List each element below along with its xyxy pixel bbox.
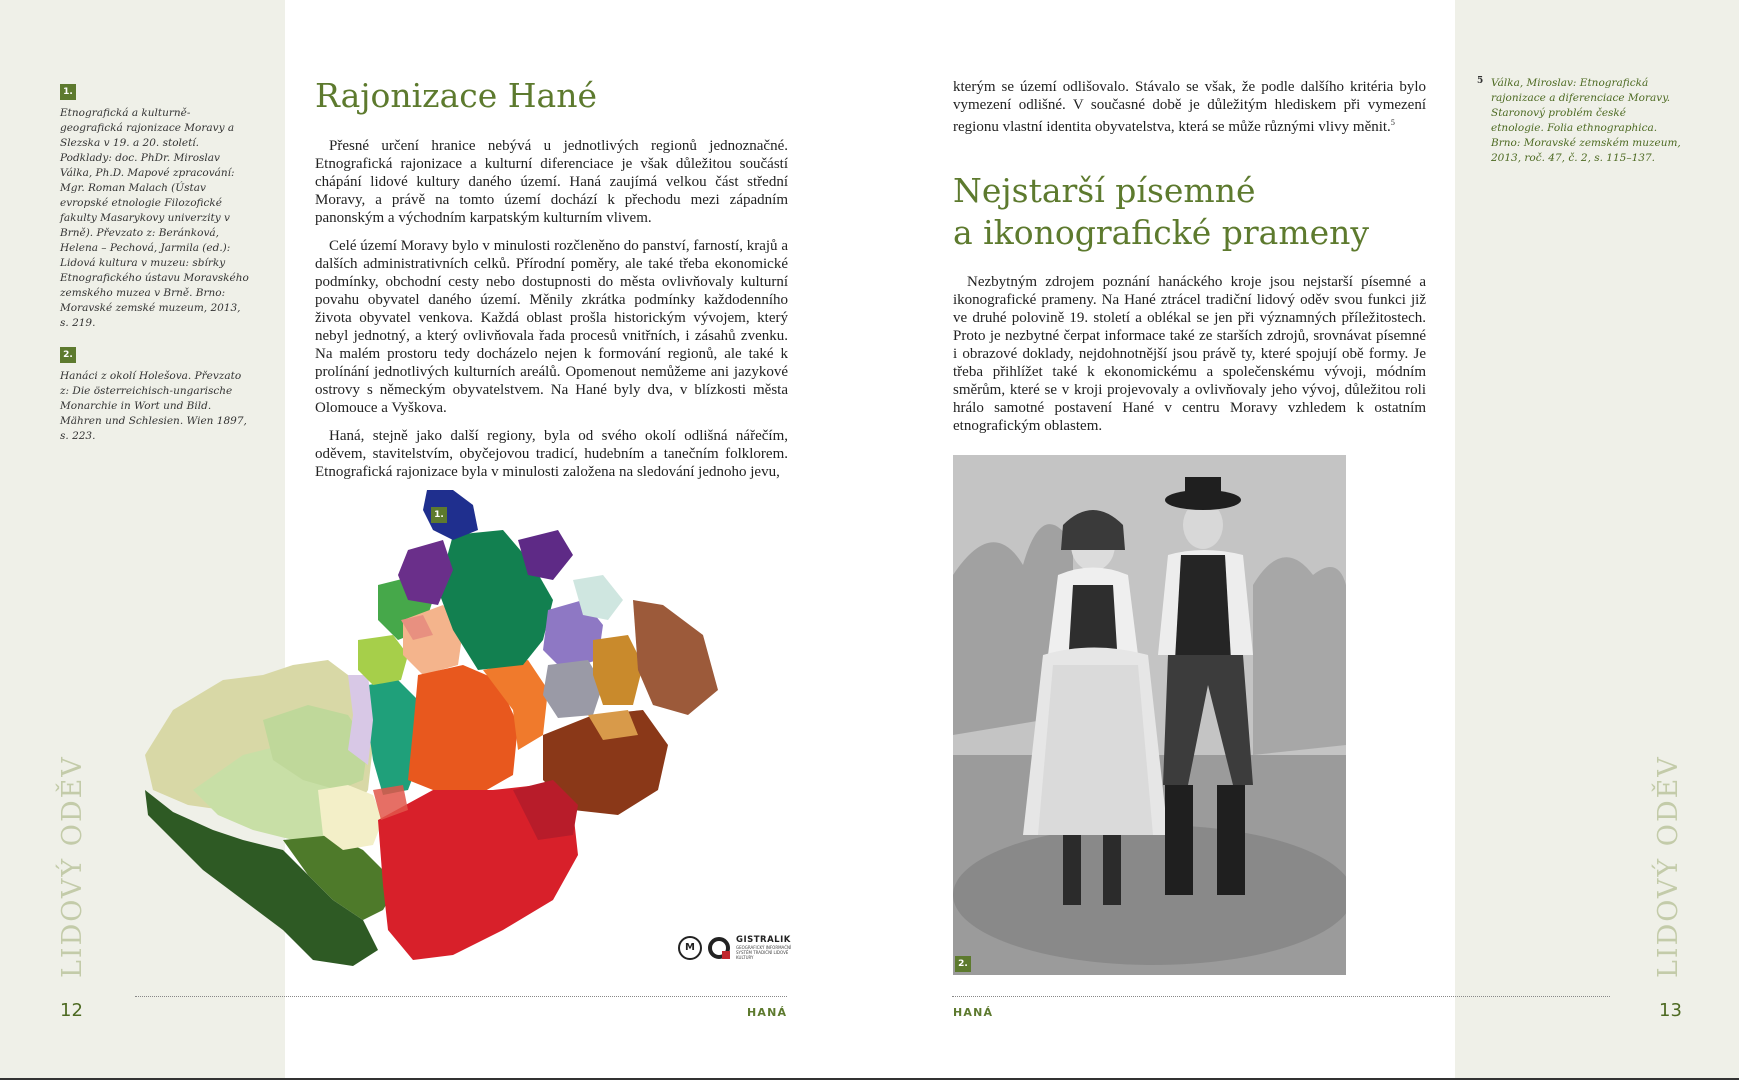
footnote-text: Válka, Miroslav: Etnografická rajonizace a diferenciace Moravy. Staronový problém české etnologie. Folia ethnographica. Brno: Moravské zemském muzeum, 2013, roč. 47, č. 2, s. 115–137. — [1491, 77, 1681, 164]
caption-text: Hanáci z okolí Holešova. Převzato z: Die österreichisch-ungarische Monarchie in Wort und Bild. Mähren und Schlesien. Wien 1897, s. 223. — [60, 370, 247, 442]
hanak-couple-engraving — [953, 455, 1346, 975]
caption-badge: 2. — [60, 347, 76, 363]
footer-rule-right — [952, 996, 1610, 997]
engraving-graphic — [953, 455, 1346, 975]
paragraph: Celé území Moravy bylo v minulosti rozčleněno do panství, farností, krajů a dalších administrativních celků. Přírodní poměry, ale také třeba ekonomické podmínky, obchodní cesty nebo dostupnosti do města ovlivňovaly kulturní povahu obyvatel daného území. Měnily zkrátka podmínky každodenního života obyvatel venkova. Každá oblast prošla historickým vývojem, který nebyl jednotný, a který ovlivňovala řada procesů vnitřních, i zásahů zvenku. Na malém prostoru tedy docházelo nejen k formování regionů, ale také k prolínání jednotlivých kulturních areálů. Opomenout nemůžeme ani jazykové ostrovy s německým obyvatelstvem. Na Hané byly dva, v blízkosti města Olomouce a Vyškova. — [315, 238, 788, 416]
vertical-section-label-right: LIDOVÝ ODĚV — [1653, 755, 1684, 978]
running-head-right: HANÁ — [953, 1006, 994, 1019]
map-region-lightgreen — [358, 635, 408, 685]
gistralik-logo-text — [736, 935, 802, 960]
title-line: a ikonografické prameny — [953, 213, 1370, 252]
paragraph: Haná, stejně jako další regiony, byla od svého okolí odlišná nářečím, oděvem, stavitelstvím, obyčejovou tradicí, hudebním a tanečním folklorem. Etnografická rajonizace byla v minulosti založena na sledování jednoho jevu, — [315, 428, 788, 480]
caption-1 — [60, 84, 250, 331]
map-badge: 1. — [431, 507, 447, 523]
ethnographic-map — [133, 490, 797, 976]
footnote-number: 5 — [1477, 76, 1484, 86]
title-line: Nejstarší písemné — [953, 171, 1256, 210]
right-body-text — [953, 273, 1426, 445]
page-number-left: 12 — [60, 1000, 83, 1021]
section-title-prameny — [953, 170, 1453, 254]
paragraph: Nezbytným zdrojem poznání hanáckého kroje jsou nejstarší písemné a ikonografické prameny. Na Hané ztrácel tradiční lidový oděv svou funkci již ve druhé polovině 19. století a oblékal se jen při významných příležitostech. Proto je nezbytné čerpat informace také ze starších zdrojů, srovnávat písemné i obrazové doklady, nejdohnotnější jsou právě ty, které spojují obě formy. Je třeba přihlížet také k ekonomickému a společenskému vývoji, módním směrům, které se v kroji projevovaly a ovlivňovaly jeho vývoj, důležitou roli hrálo samotné postavení Hané v centru Moravy vzhledem k ostatním etnografickým oblastem. — [953, 274, 1426, 434]
left-captions — [60, 84, 250, 460]
map-logos — [678, 935, 802, 960]
museum-logo-icon: M — [678, 936, 702, 960]
running-head-left: HANÁ — [747, 1006, 788, 1019]
paragraph — [953, 78, 1426, 136]
footer-rule-left — [135, 996, 787, 997]
footnote-ref: 5 — [1390, 118, 1395, 127]
map-graphic — [133, 490, 797, 976]
section-title-rajonizace: Rajonizace Hané — [315, 76, 597, 115]
caption-text: Etnografická a kulturně-geografická rajonizace Moravy a Slezska v 19. a 20. století. Podklady: doc. PhDr. Miroslav Válka, Ph.D. Mapové zpracování: Mgr. Roman Malach (Ústav evropské etnologie Filozofické fakulty Masarykovy univerzity v Brně). Převzato z: Beránková, Helena – Pechová, Jarmila (ed.): Lidová kultura v muzeu: sbírky Etnografického ústavu Moravského zemského muzea v Brně. Brno: Moravské zemské muzeum, 2013, s. 219. — [60, 107, 249, 329]
gistralik-name: GISTRALIK — [736, 935, 791, 945]
map-region-ochre — [593, 635, 643, 705]
gistralik-subtitle: GEOGRAFICKÝ INFORMAČNÍ SYSTÉM TRADIČNÍ LIDOVÉ KULTURY — [736, 945, 792, 960]
continuation-text: kterým se území odlišovalo. Stávalo se však, že podle dalšího kritéria bylo vymezení odlišné. V současné době je důležitým hlediskem při vymezení regionu vlastní identita obyvatelstva, která se může různými vlivy měnit. — [953, 79, 1426, 135]
left-body-text — [315, 137, 788, 491]
paragraph: Přesné určení hranice nebývá u jednotlivých regionů jednoznačné. Etnografická rajonizace a kulturní diferenciace je však důležitou součástí chápání lidové kultury daného území. Haná zaujímá velkou část střední Moravy, a právě na tomto území dochází k přechodu mezi západním panonským a východním karpatským kulturním vlivem. — [315, 138, 788, 226]
footnote — [1477, 76, 1681, 166]
vertical-section-label-left: LIDOVÝ ODĚV — [57, 755, 88, 978]
page-number-right: 13 — [1659, 1000, 1682, 1021]
caption-2 — [60, 347, 250, 444]
gistralik-logo-icon — [708, 937, 730, 959]
caption-badge: 1. — [60, 84, 76, 100]
map-region-brown-east — [633, 600, 718, 715]
photo-badge: 2. — [955, 956, 971, 972]
right-continuation-text — [953, 78, 1426, 146]
